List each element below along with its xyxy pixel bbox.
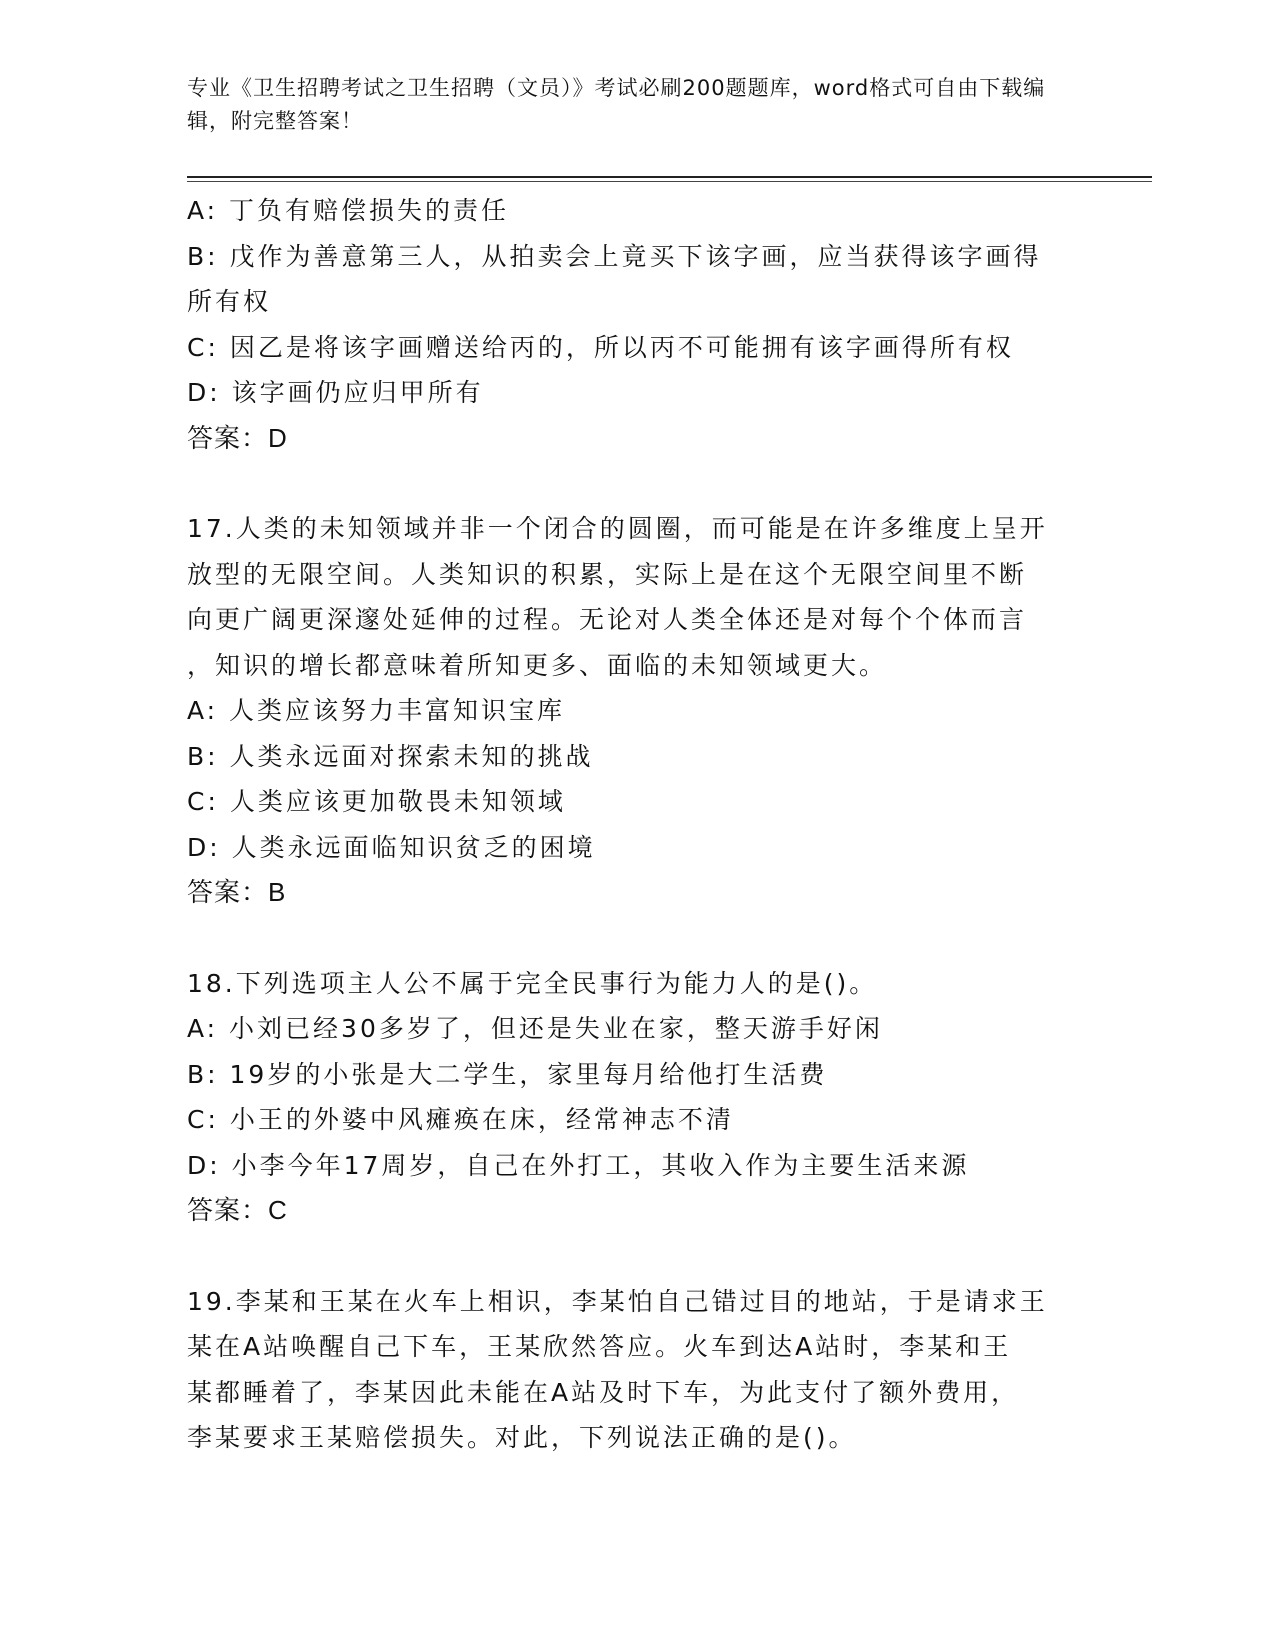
option-a: A: 小刘已经30多岁了，但还是失业在家，整天游手好闲 [187, 1014, 883, 1043]
option-a: A: 人类应该努力丰富知识宝库 [187, 696, 566, 725]
option-b: B: 19岁的小张是大二学生，家里每月给他打生活费 [187, 1059, 828, 1089]
question-stem-line: ，知识的增长都意味着所知更多、面临的未知领域更大。 [187, 650, 888, 680]
header-divider-thick [187, 176, 1152, 178]
question-18-block [187, 961, 1077, 1234]
option-c: C: 人类应该更加敬畏未知领域 [187, 787, 566, 816]
question-stem-line: 17.人类的未知领域并非一个闭合的圆圈，而可能是在许多维度上呈开 [187, 514, 1048, 543]
answer-label: 答案：D [187, 422, 288, 453]
question-stem-line: 18.下列选项主人公不属于完全民事行为能力人的是()。 [187, 968, 878, 998]
option-c: C: 因乙是将该字画赠送给丙的，所以丙不可能拥有该字画得所有权 [187, 332, 1014, 362]
option-c: C: 小王的外婆中风瘫痪在床，经常神志不清 [187, 1105, 734, 1134]
question-stem-line: 某都睡着了，李某因此未能在A站及时下车，为此支付了额外费用， [187, 1377, 1020, 1407]
option-b-continued: 所有权 [187, 287, 272, 316]
answer-label: 答案：B [187, 877, 287, 907]
question-spacer [187, 1234, 1077, 1279]
option-a: A: 丁负有赔偿损失的责任 [187, 196, 510, 225]
question-stem-line: 某在A站唤醒自己下车，王某欣然答应。火车到达A站时，李某和王 [187, 1332, 1012, 1361]
option-d: D: 小李今年17周岁，自己在外打工，其收入作为主要生活来源 [187, 1150, 970, 1180]
question-stem-line: 19.李某和王某在火车上相识，李某怕自己错过目的地站，于是请求王 [187, 1286, 1048, 1316]
option-b: B: 人类永远面对探索未知的挑战 [187, 741, 594, 771]
option-b: B: 戊作为善意第三人，从拍卖会上竟买下该字画，应当获得该字画得 [187, 241, 1042, 271]
question-stem-line: 放型的无限空间。人类知识的积累，实际上是在这个无限空间里不断 [187, 559, 1028, 589]
question-19-block [187, 1279, 1077, 1461]
question-content [187, 188, 1077, 1461]
question-stem-line: 向更广阔更深邃处延伸的过程。无论对人类全体还是对每个个体而言 [187, 605, 1028, 634]
option-d: D: 人类永远面临知识贫乏的困境 [187, 832, 596, 862]
document-header: 专业《卫生招聘考试之卫生招聘（文员）》考试必刷200题题库，word格式可自由下载编辑，附完整答案！ [187, 76, 1046, 133]
header-divider-thin [187, 181, 1152, 182]
answer-label: 答案：C [187, 1195, 288, 1225]
option-d: D: 该字画仍应归甲所有 [187, 378, 484, 407]
question-17-block [187, 506, 1077, 916]
question-stem-line: 李某要求王某赔偿损失。对此，下列说法正确的是()。 [187, 1423, 857, 1452]
question-16-block [187, 188, 1077, 461]
question-spacer [187, 916, 1077, 961]
question-spacer [187, 461, 1077, 506]
